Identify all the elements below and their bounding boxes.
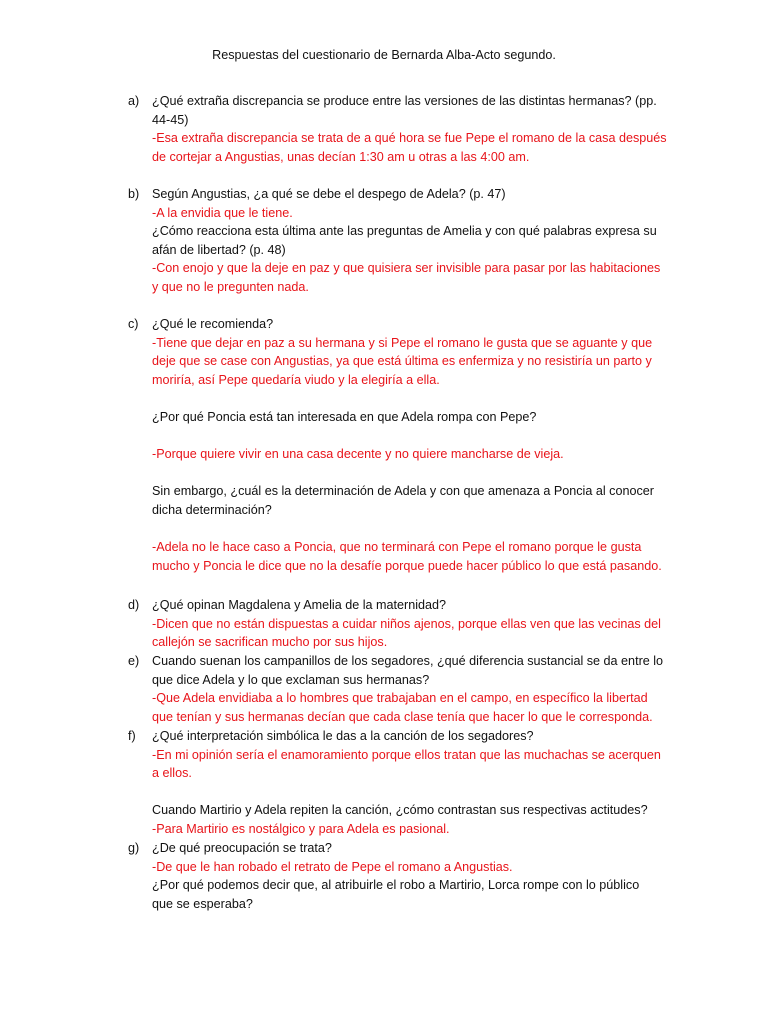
item-content bbox=[152, 92, 667, 166]
question-text: afán de libertad? (p. 48) bbox=[152, 242, 286, 257]
answer-text: a ellos. bbox=[152, 766, 192, 781]
question-text: dicha determinación? bbox=[152, 502, 272, 517]
answer-text: de cortejar a Angustias, unas decían 1:30 am u otras a las 4:00 am. bbox=[152, 149, 530, 164]
item-marker: e) bbox=[128, 654, 140, 668]
question-text: Cuando suenan los campanillos de los segadores, ¿qué diferencia sustancial se da entre lo bbox=[152, 654, 664, 668]
item-marker: b) bbox=[128, 187, 140, 201]
question-text: ¿Por qué Poncia está tan interesada en que Adela rompa con Pepe? bbox=[152, 409, 537, 424]
item-marker: a) bbox=[128, 94, 140, 108]
question-text: que dice Adela y lo que exclaman sus hermanas? bbox=[152, 672, 430, 687]
question-text: ¿Qué extraña discrepancia se produce entre las versiones de las distintas hermanas? (pp. bbox=[152, 94, 657, 108]
question-text: ¿De qué preocupación se trata? bbox=[152, 841, 332, 855]
answer-text: y que no le pregunten nada. bbox=[152, 279, 309, 294]
question-text: 44-45) bbox=[152, 112, 189, 127]
answer-text: -Con enojo y que la deje en paz y que quisiera ser invisible para pasar por las habitaciones bbox=[152, 261, 661, 276]
answer-text: -Esa extraña discrepancia se trata de a qué hora se fue Pepe el romano de la casa después bbox=[152, 131, 667, 146]
question-text: que se esperaba? bbox=[152, 896, 253, 911]
answer-text: -Tiene que dejar en paz a su hermana y si Pepe el romano le gusta que se aguante y que bbox=[152, 335, 653, 350]
item-marker: c) bbox=[128, 317, 139, 331]
answer-text: moriría, así Pepe quedaría viudo y la elegiría a ella. bbox=[152, 372, 440, 387]
item-content bbox=[152, 839, 662, 913]
answer-text: mucho y Poncia le dice que no la desafíe porque puede hacer público lo que está pasando. bbox=[152, 558, 662, 573]
question-text: ¿Por qué podemos decir que, al atribuirle el robo a Martirio, Lorca rompe con lo público bbox=[152, 878, 640, 893]
item-content bbox=[152, 315, 662, 575]
answer-text: -De que le han robado el retrato de Pepe el romano a Angustias. bbox=[152, 859, 513, 874]
answer-text: -A la envidia que le tiene. bbox=[152, 205, 293, 220]
question-text: ¿Qué opinan Magdalena y Amelia de la maternidad? bbox=[152, 598, 447, 612]
answer-text: -Porque quiere vivir en una casa decente y no quiere mancharse de vieja. bbox=[152, 447, 564, 462]
question-text: Sin embargo, ¿cuál es la determinación de Adela y con que amenaza a Poncia al conocer bbox=[152, 484, 654, 499]
item-content bbox=[152, 596, 662, 652]
item-content bbox=[152, 652, 662, 726]
answer-text: callejón se sacrifican mucho por sus hijos. bbox=[152, 635, 388, 650]
answer-text: -Adela no le hace caso a Poncia, que no terminará con Pepe el romano porque le gusta bbox=[152, 540, 642, 555]
answer-text: deje que se case con Angustias, ya que está última es enfermiza y no resistiría un parto y bbox=[152, 354, 652, 369]
question-text: ¿Qué interpretación simbólica le das a la canción de los segadores? bbox=[152, 729, 534, 743]
item-content bbox=[152, 185, 662, 297]
document-title: Respuestas del cuestionario de Bernarda Alba-Acto segundo. bbox=[212, 48, 556, 62]
question-text: ¿Cómo reacciona esta última ante las preguntas de Amelia y con qué palabras expresa su bbox=[152, 224, 657, 239]
item-marker: g) bbox=[128, 841, 140, 855]
answer-text: que tenían y sus hermanas decían que cada clase tenía que hacer lo que le corresponda. bbox=[152, 709, 653, 724]
question-text: ¿Qué le recomienda? bbox=[152, 317, 274, 331]
question-text: Cuando Martirio y Adela repiten la canción, ¿cómo contrastan sus respectivas actitudes? bbox=[152, 803, 648, 818]
answer-text: -En mi opinión sería el enamoramiento porque ellos tratan que las muchachas se acerquen bbox=[152, 747, 661, 762]
item-content bbox=[152, 727, 662, 839]
item-marker: d) bbox=[128, 598, 140, 612]
item-marker: f) bbox=[128, 729, 136, 743]
answer-text: -Que Adela envidiaba a lo hombres que trabajaban en el campo, en específico la libertad bbox=[152, 691, 648, 706]
question-text: Según Angustias, ¿a qué se debe el despego de Adela? (p. 47) bbox=[152, 187, 506, 201]
answer-text: -Dicen que no están dispuestas a cuidar niños ajenos, porque ellas ven que las vecinas del bbox=[152, 616, 661, 631]
answer-text: -Para Martirio es nostálgico y para Adela es pasional. bbox=[152, 821, 450, 836]
